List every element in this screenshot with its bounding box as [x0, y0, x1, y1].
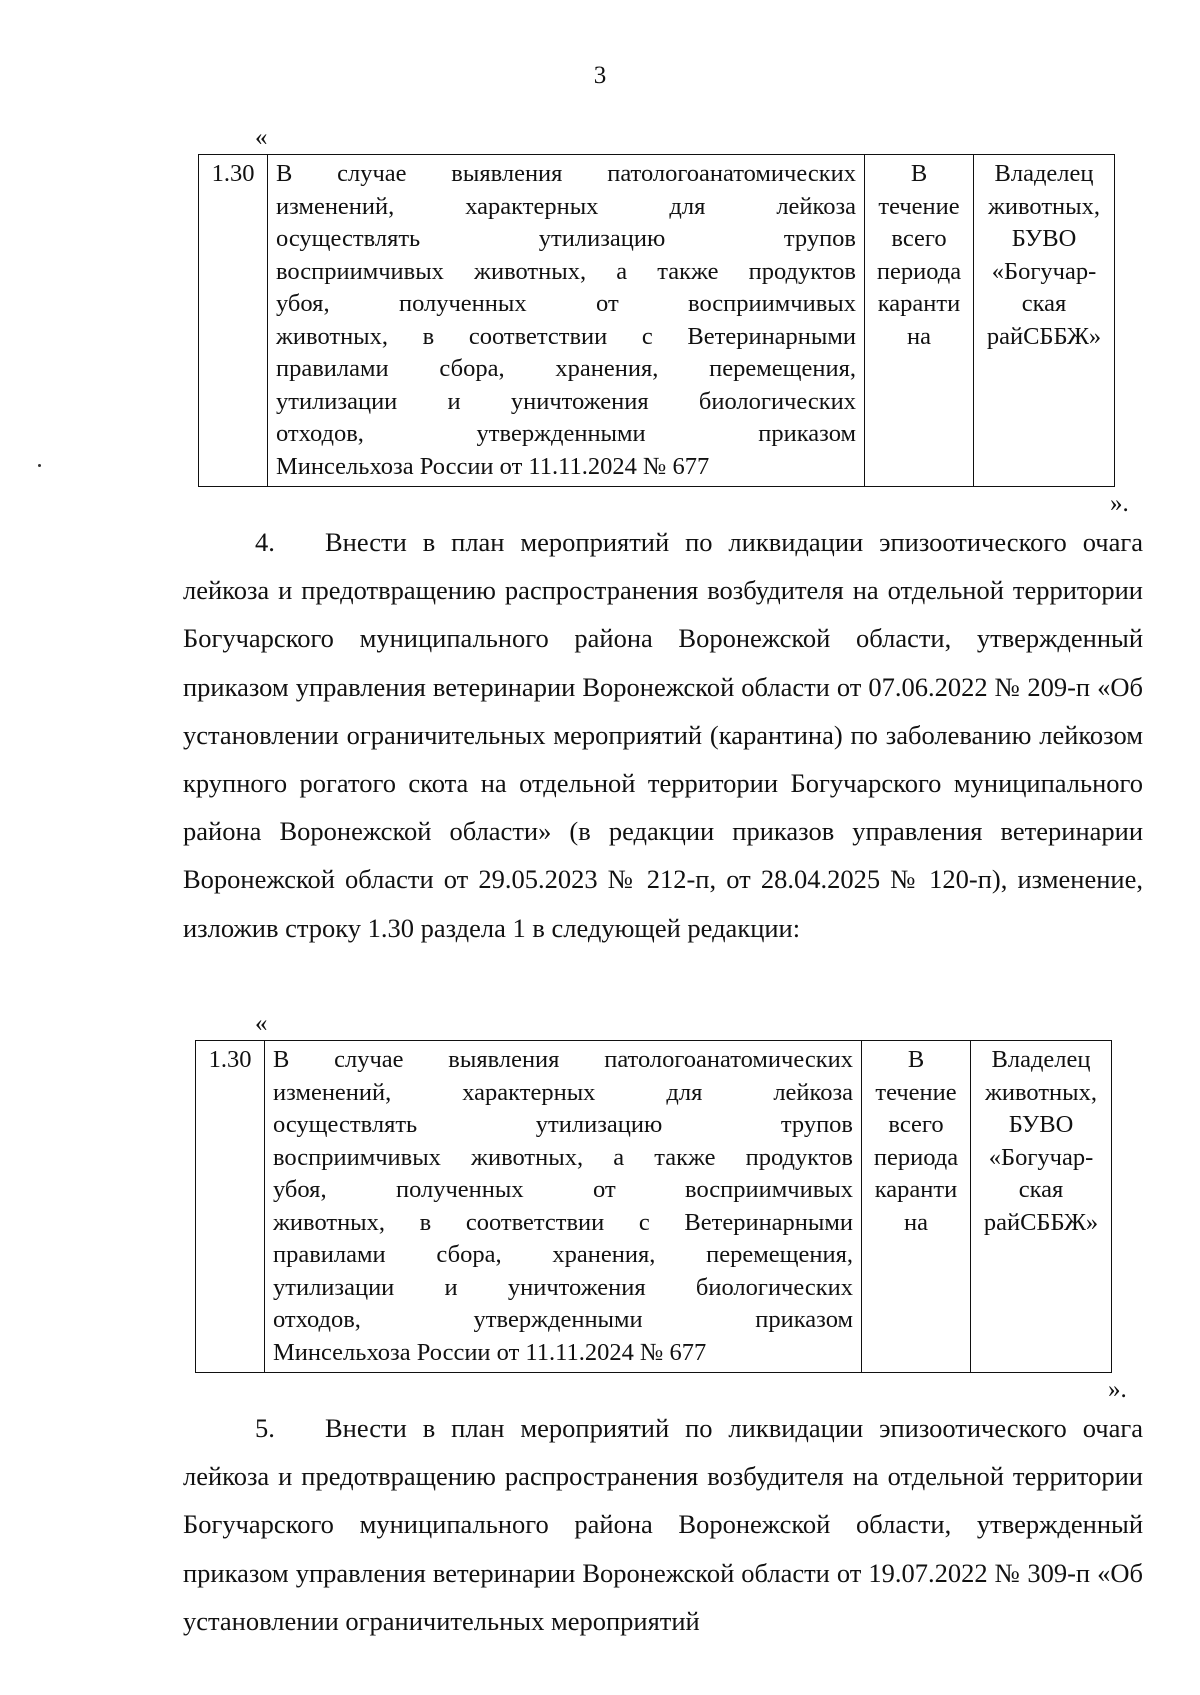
period-line: В	[910, 160, 928, 187]
responsible-line: райСББЖ»	[983, 1208, 1099, 1236]
period-line: течение	[875, 1078, 957, 1106]
period-line: всего	[891, 225, 947, 252]
responsible-line: ская	[1021, 290, 1067, 317]
table-row	[199, 155, 1115, 487]
row-text-line: отходов, утвержденными приказом	[276, 420, 856, 447]
row-text-line: Минсельхоза России от 11.11.2024 № 677	[276, 452, 710, 480]
paragraph-text: Внести в план мероприятий по ликвидации эпизоотического очага лейкоза и предотвращению распространения возбудителя на отдельной территории Богучарского муниципального района Воронежской области, утвержденный приказом управления ветеринарии Воронежской области от 19.07.2022 № 309-п «Об установлении ограничительных мероприятий	[183, 1413, 1143, 1636]
period-line: на	[907, 322, 931, 350]
responsible-line: животных,	[984, 1078, 1098, 1106]
row-text-line: убоя, полученных от восприимчивых	[273, 1176, 853, 1203]
row-number: 1.30	[208, 1046, 252, 1073]
period-line: на	[904, 1208, 928, 1236]
paragraph-text: Внести в план мероприятий по ликвидации эпизоотического очага лейкоза и предотвращению распространения возбудителя на отдельной территории Богучарского муниципального района Воронежской области, утвержденный приказом управления ветеринарии Воронежской области от 07.06.2022 № 209-п «Об установлении ограничительных мероприятий (карантина) по заболеванию лейкозом крупного рогатого скота на отдельной территории Богучарского муниципального района Воронежской области» (в редакции приказов управления ветеринарии Воронежской области от 29.05.2023 № 212-п, от 28.04.2025 № 120-п), изменение, изложив строку 1.30 раздела 1 в следующей редакции:	[183, 527, 1143, 943]
period-cell	[862, 1041, 971, 1373]
row-text-line: животных, в соответствии с Ветеринарными	[276, 322, 856, 350]
row-number-cell	[199, 155, 268, 487]
period-line: периода	[873, 1143, 959, 1171]
responsible-line: Владелец	[994, 160, 1094, 187]
period-line: течение	[878, 192, 960, 220]
row-text-line: правилами сбора, хранения, перемещения,	[276, 355, 856, 382]
responsible-line: животных,	[987, 192, 1101, 220]
closing-quote: ».	[1108, 1376, 1127, 1403]
row-text-line: утилизации и уничтожения биологических	[276, 387, 856, 415]
period-cell	[865, 155, 974, 487]
row-text-line: Минсельхоза России от 11.11.2024 № 677	[273, 1338, 707, 1366]
row-text-cell	[265, 1041, 862, 1373]
responsible-line: ская	[1018, 1176, 1064, 1203]
table-row	[196, 1041, 1112, 1373]
responsible-line: БУВО	[1008, 1111, 1074, 1138]
period-line: всего	[888, 1111, 944, 1138]
page-number: 3	[593, 62, 607, 89]
period-line: каранти	[874, 1176, 958, 1203]
row-text-line: утилизации и уничтожения биологических	[273, 1273, 853, 1301]
row-text-line: правилами сбора, хранения, перемещения,	[273, 1241, 853, 1268]
responsible-cell	[971, 1041, 1112, 1373]
amendment-table-2	[195, 1040, 1112, 1373]
opening-quote: «	[255, 1010, 268, 1037]
paragraph-number: 5.	[255, 1413, 275, 1443]
row-text-line: В случае выявления патологоанатомических	[273, 1046, 853, 1073]
period-line: периода	[876, 257, 962, 285]
row-text-line: изменений, характерных для лейкоза	[273, 1078, 853, 1106]
responsible-line: БУВО	[1011, 225, 1077, 252]
row-text-line: отходов, утвержденными приказом	[273, 1306, 853, 1333]
row-text-line: осуществлять утилизацию трупов	[273, 1111, 853, 1138]
paragraph-4	[183, 518, 1143, 952]
responsible-cell	[974, 155, 1115, 487]
responsible-line: «Богучар-	[991, 257, 1097, 285]
row-text-line: восприимчивых животных, а также продуктов	[276, 257, 856, 285]
opening-quote: «	[255, 124, 268, 151]
row-text-line: восприимчивых животных, а также продуктов	[273, 1143, 853, 1171]
amendment-table-1	[198, 154, 1115, 487]
row-text-line: осуществлять утилизацию трупов	[276, 225, 856, 252]
row-number: 1.30	[211, 160, 255, 187]
paragraph-number: 4.	[255, 527, 275, 557]
period-line: В	[907, 1046, 925, 1073]
responsible-line: «Богучар-	[988, 1143, 1094, 1171]
responsible-line: райСББЖ»	[986, 322, 1102, 350]
row-text-line: животных, в соответствии с Ветеринарными	[273, 1208, 853, 1236]
row-text-cell	[268, 155, 865, 487]
paragraph-5	[183, 1404, 1143, 1645]
scan-speck	[38, 464, 41, 467]
period-line: каранти	[877, 290, 961, 317]
closing-quote: ».	[1110, 490, 1129, 517]
row-text-line: изменений, характерных для лейкоза	[276, 192, 856, 220]
responsible-line: Владелец	[991, 1046, 1091, 1073]
row-text-line: В случае выявления патологоанатомических	[276, 160, 856, 187]
row-number-cell	[196, 1041, 265, 1373]
row-text-line: убоя, полученных от восприимчивых	[276, 290, 856, 317]
